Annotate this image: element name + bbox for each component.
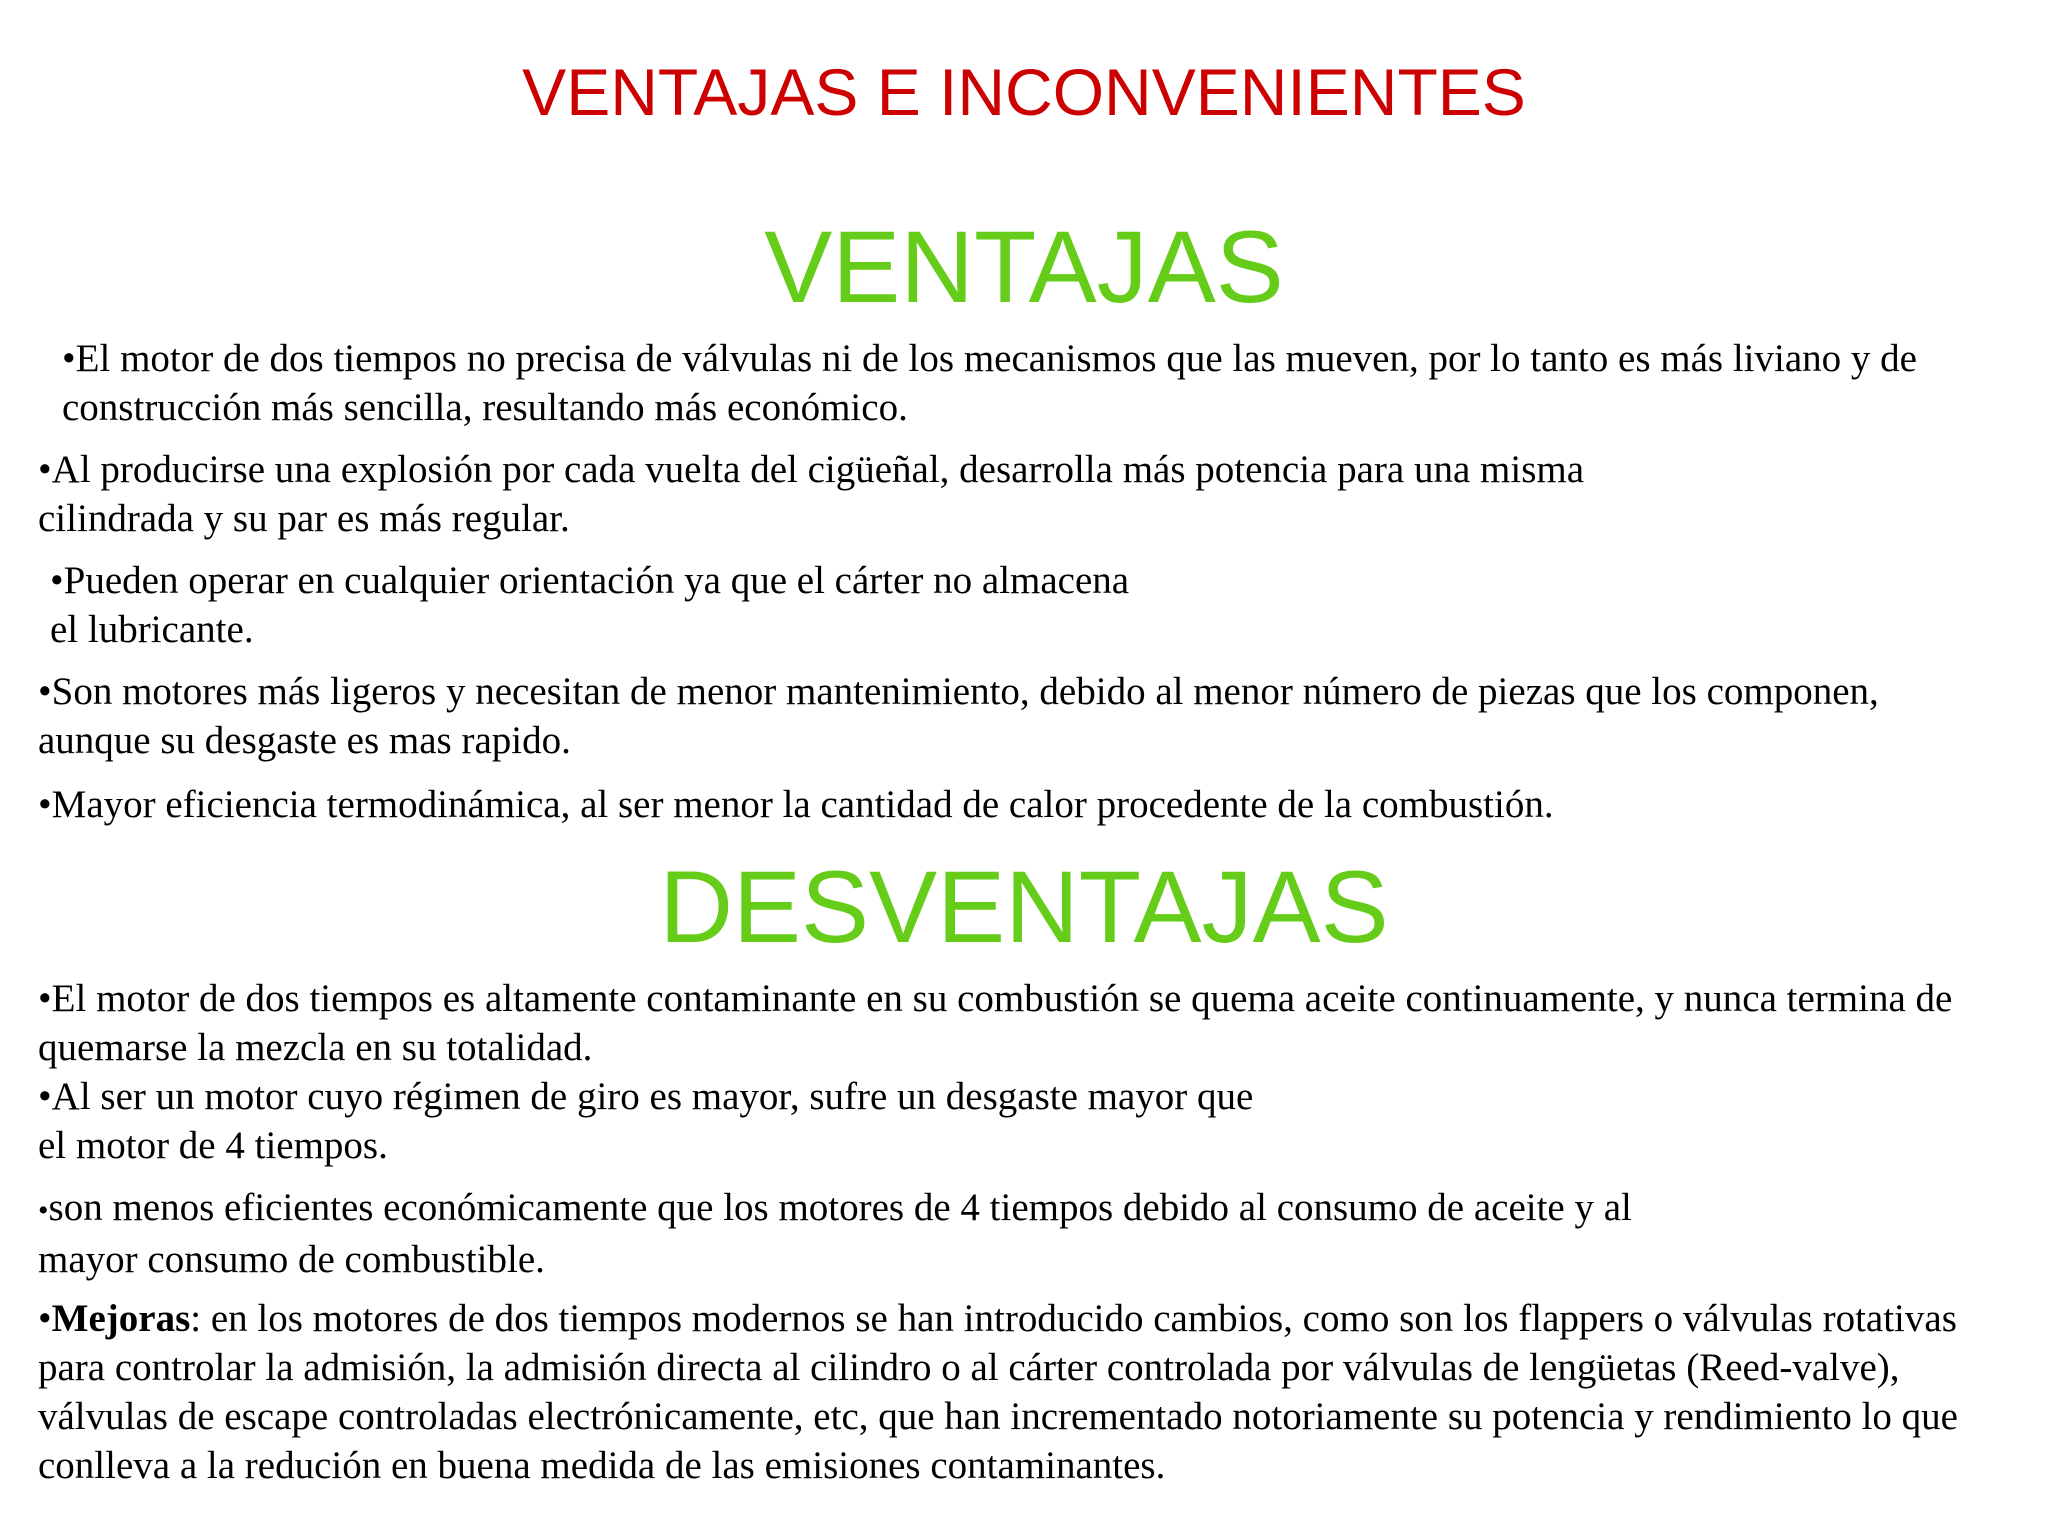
bullet: • xyxy=(62,337,76,380)
desventajas-heading: DESVENTAJAS xyxy=(659,850,1389,964)
ventaja-text-3: Pueden operar en cualquier orientación ya que el cárter no almacena el lubricante. xyxy=(50,559,1130,651)
desventaja-text-1: El motor de dos tiempos es altamente contaminante en su combustión se quema aceite continuamente, y nunca termina de quemarse la mezcla en su totalidad. xyxy=(38,977,1953,1069)
desventaja-item-3 xyxy=(38,1183,1698,1284)
bullet: • xyxy=(38,1297,52,1340)
bullet: • xyxy=(38,977,52,1020)
desventaja-text-3: son menos eficientes económicamente que los motores de 4 tiempos debido al consumo de aceite y al mayor consumo de combustible. xyxy=(38,1186,1632,1281)
ventaja-item-2 xyxy=(38,445,1698,543)
mejoras-label: Mejoras xyxy=(51,1297,191,1340)
ventaja-item-4 xyxy=(38,667,1988,765)
ventaja-text-5: Mayor eficiencia termodinámica, al ser menor la cantidad de calor procedente de la combustión. xyxy=(51,783,1554,826)
desventaja-text-2: Al ser un motor cuyo régimen de giro es mayor, sufre un desgaste mayor que el motor de 4 tiempos. xyxy=(38,1075,1254,1167)
mejoras-item xyxy=(38,1294,2028,1490)
ventaja-item-1 xyxy=(62,334,1992,432)
ventaja-text-1: El motor de dos tiempos no precisa de válvulas ni de los mecanismos que las mueven, por lo tanto es más liviano y de construcción más sencilla, resultando más económico. xyxy=(62,337,1917,429)
mejoras-text: : en los motores de dos tiempos modernos se han introducido cambios, como son los flappers o válvulas rotativas para controlar la admisión, la admisión directa al cilindro o al cárter controlada por válvulas de lengüetas (Reed-valve), válvulas de escape controladas electrónicamente, etc, que han incrementado notoriamente su potencia y rendimiento lo que conlleva a la redución en buena medida de las emisiones contaminantes. xyxy=(38,1297,1958,1487)
slide-title: VENTAJAS E INCONVENIENTES xyxy=(522,55,1526,129)
desventaja-item-2 xyxy=(38,1072,1268,1170)
bullet: • xyxy=(38,783,52,826)
bullet: • xyxy=(50,559,64,602)
ventaja-text-4: Son motores más ligeros y necesitan de menor mantenimiento, debido al menor número de piezas que los componen, aunque su desgaste es mas rapido. xyxy=(38,670,1879,762)
desventaja-item-1 xyxy=(38,974,2028,1072)
ventajas-heading: VENTAJAS xyxy=(764,210,1284,324)
bullet: • xyxy=(38,448,52,491)
ventaja-item-3 xyxy=(50,556,1130,654)
ventaja-item-5 xyxy=(38,780,1988,829)
bullet: • xyxy=(38,1075,52,1118)
bullet: • xyxy=(38,1194,49,1227)
ventaja-text-2: Al producirse una explosión por cada vuelta del cigüeñal, desarrolla más potencia para una misma cilindrada y su par es más regular. xyxy=(38,448,1585,540)
bullet: • xyxy=(38,670,52,713)
